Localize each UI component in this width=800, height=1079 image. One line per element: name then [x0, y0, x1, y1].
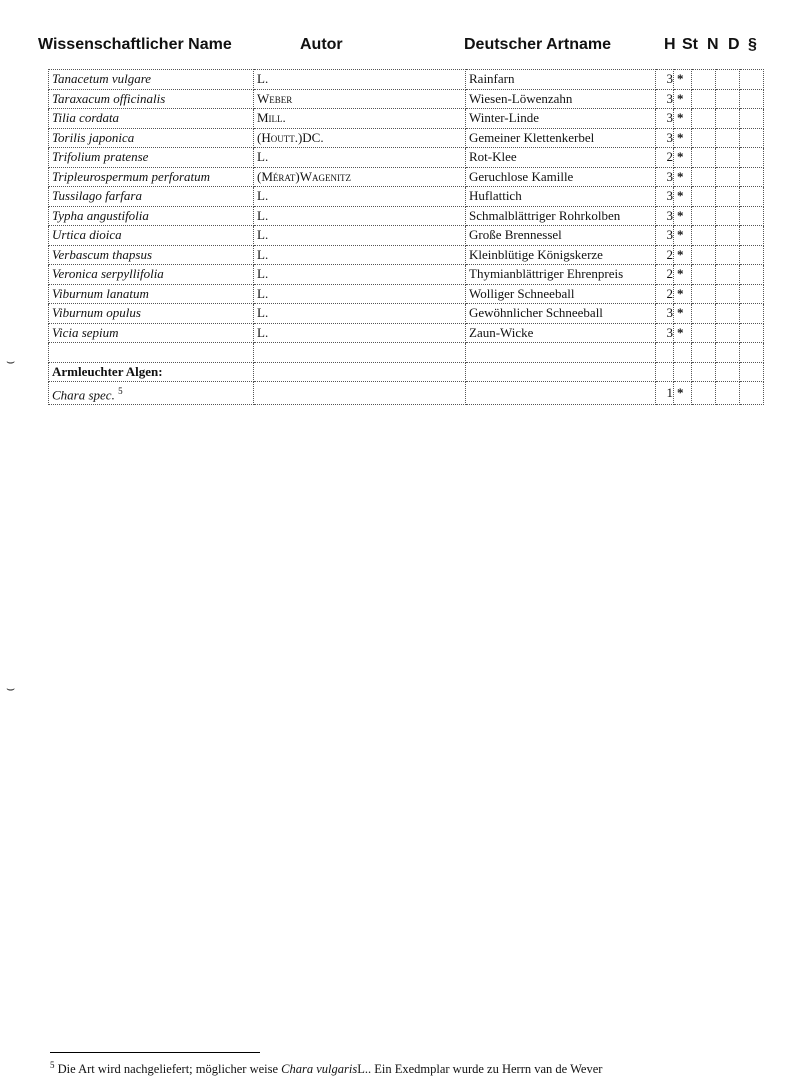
st-value-cell: * — [674, 304, 692, 324]
scientific-name-cell: Trifolium pratense — [49, 148, 254, 168]
table-row — [49, 206, 764, 226]
table-row — [49, 226, 764, 246]
h-value-cell: 2 — [656, 148, 674, 168]
column-header-h: H — [664, 36, 676, 53]
german-name-cell: Große Brennessel — [466, 226, 656, 246]
scientific-name-cell: Verbascum thapsus — [49, 245, 254, 265]
empty-cell — [692, 167, 716, 187]
st-value-cell: * — [674, 70, 692, 90]
h-value-cell: 3 — [656, 167, 674, 187]
empty-cell — [740, 148, 764, 168]
empty-cell — [740, 187, 764, 207]
st-value-cell: * — [674, 148, 692, 168]
blank-row — [49, 343, 764, 363]
h-value-cell: 3 — [656, 304, 674, 324]
empty-cell — [740, 265, 764, 285]
scientific-name-cell: Tilia cordata — [49, 109, 254, 129]
empty-cell — [716, 382, 740, 405]
scientific-name-cell: Tripleurospermum perforatum — [49, 167, 254, 187]
section-heading: Armleuchter Algen: — [49, 362, 254, 382]
st-value-cell: * — [674, 206, 692, 226]
empty-cell — [692, 284, 716, 304]
h-value-cell: 3 — [656, 70, 674, 90]
st-value-cell: * — [674, 167, 692, 187]
st-value-cell: * — [674, 89, 692, 109]
table-row — [49, 323, 764, 343]
empty-cell — [466, 343, 656, 363]
scientific-name-cell: Taraxacum officinalis — [49, 89, 254, 109]
table-row — [49, 382, 764, 405]
author-cell: L. — [254, 187, 466, 207]
species-table — [48, 69, 764, 405]
table-row — [49, 109, 764, 129]
empty-cell — [656, 362, 674, 382]
table-row — [49, 148, 764, 168]
margin-mark: ⌣ — [6, 355, 16, 370]
empty-cell — [740, 70, 764, 90]
german-name-cell: Gewöhnlicher Schneeball — [466, 304, 656, 324]
empty-cell — [716, 362, 740, 382]
empty-cell — [716, 128, 740, 148]
st-value-cell: * — [674, 382, 692, 405]
empty-cell — [716, 70, 740, 90]
footnote-rule — [50, 1052, 260, 1053]
empty-cell — [692, 206, 716, 226]
empty-cell — [740, 284, 764, 304]
table-row — [49, 70, 764, 90]
h-value-cell: 2 — [656, 284, 674, 304]
author-cell: L. — [254, 323, 466, 343]
empty-cell — [716, 265, 740, 285]
german-name-cell: Thymianblättriger Ehrenpreis — [466, 265, 656, 285]
species-name: Chara spec. — [52, 387, 115, 403]
section-heading-row — [49, 362, 764, 382]
empty-cell — [740, 89, 764, 109]
empty-cell — [716, 284, 740, 304]
scientific-name-cell — [49, 382, 254, 405]
st-value-cell: * — [674, 226, 692, 246]
footnote-italic-species: Chara vulgaris — [281, 1062, 358, 1077]
st-value-cell: * — [674, 284, 692, 304]
column-header-st: St — [682, 36, 698, 53]
german-name-cell: Geruchlose Kamille — [466, 167, 656, 187]
scientific-name-cell: Tanacetum vulgare — [49, 70, 254, 90]
column-header-german-name: Deutscher Artname — [464, 36, 612, 53]
h-value-cell: 3 — [656, 128, 674, 148]
scientific-name-cell: Urtica dioica — [49, 226, 254, 246]
empty-cell — [740, 245, 764, 265]
empty-cell — [740, 128, 764, 148]
empty-cell — [716, 245, 740, 265]
empty-cell — [692, 89, 716, 109]
empty-cell — [674, 343, 692, 363]
footnote-text-end: L.. Ein Exedmplar wurde zu Herrn van de Wever — [357, 1062, 603, 1077]
st-value-cell: * — [674, 109, 692, 129]
german-name-cell: Wolliger Schneeball — [466, 284, 656, 304]
empty-cell — [692, 226, 716, 246]
table-row — [49, 89, 764, 109]
german-name-cell: Wiesen-Löwenzahn — [466, 89, 656, 109]
empty-cell — [740, 304, 764, 324]
empty-cell — [692, 382, 716, 405]
author-cell: Mill. — [254, 109, 466, 129]
empty-cell — [740, 109, 764, 129]
scientific-name-cell: Vicia sepium — [49, 323, 254, 343]
author-cell: L. — [254, 304, 466, 324]
empty-cell — [716, 148, 740, 168]
empty-cell — [740, 362, 764, 382]
empty-cell — [692, 187, 716, 207]
german-name-cell: Rainfarn — [466, 70, 656, 90]
footnote-text: Die Art wird nachgeliefert; möglicher weise — [57, 1062, 282, 1077]
st-value-cell: * — [674, 265, 692, 285]
table-row — [49, 245, 764, 265]
column-header-scientific-name: Wissenschaftlicher Name — [38, 36, 232, 53]
h-value-cell: 2 — [656, 245, 674, 265]
author-cell: L. — [254, 206, 466, 226]
empty-cell — [716, 167, 740, 187]
empty-cell — [692, 343, 716, 363]
empty-cell — [692, 70, 716, 90]
scientific-name-cell: Viburnum opulus — [49, 304, 254, 324]
empty-cell — [466, 362, 656, 382]
h-value-cell: 3 — [656, 323, 674, 343]
scientific-name-cell: Veronica serpyllifolia — [49, 265, 254, 285]
empty-cell — [740, 167, 764, 187]
scientific-name-cell: Viburnum lanatum — [49, 284, 254, 304]
footnote-number: 5 — [50, 1060, 55, 1070]
empty-cell — [254, 382, 466, 405]
german-name-cell: Schmalblättriger Rohrkolben — [466, 206, 656, 226]
empty-cell — [716, 226, 740, 246]
author-cell: L. — [254, 245, 466, 265]
empty-cell — [466, 382, 656, 405]
empty-cell — [716, 187, 740, 207]
empty-cell — [740, 206, 764, 226]
h-value-cell: 3 — [656, 187, 674, 207]
h-value-cell: 2 — [656, 265, 674, 285]
empty-cell — [254, 362, 466, 382]
empty-cell — [674, 362, 692, 382]
german-name-cell: Kleinblütige Königskerze — [466, 245, 656, 265]
column-header-d: D — [728, 36, 740, 53]
scientific-name-cell: Torilis japonica — [49, 128, 254, 148]
empty-cell — [692, 148, 716, 168]
author-cell: L. — [254, 148, 466, 168]
empty-cell — [254, 343, 466, 363]
empty-cell — [692, 265, 716, 285]
empty-cell — [656, 343, 674, 363]
empty-cell — [716, 304, 740, 324]
empty-cell — [716, 89, 740, 109]
empty-cell — [740, 323, 764, 343]
column-header-section: § — [748, 36, 757, 53]
empty-cell — [692, 245, 716, 265]
scientific-name-cell: Typha angustifolia — [49, 206, 254, 226]
author-cell: (Houtt.)DC. — [254, 128, 466, 148]
empty-cell — [716, 109, 740, 129]
column-header-n: N — [707, 36, 719, 53]
german-name-cell: Gemeiner Klettenkerbel — [466, 128, 656, 148]
h-value-cell: 3 — [656, 206, 674, 226]
author-cell: (Mérat)Wagenitz — [254, 167, 466, 187]
h-value-cell: 1 — [656, 382, 674, 405]
author-cell: Weber — [254, 89, 466, 109]
empty-cell — [716, 343, 740, 363]
footnote — [50, 1060, 602, 1077]
table-row — [49, 284, 764, 304]
german-name-cell: Zaun-Wicke — [466, 323, 656, 343]
table-row — [49, 128, 764, 148]
column-header-author: Autor — [300, 36, 343, 53]
scientific-name-cell: Tussilago farfara — [49, 187, 254, 207]
empty-cell — [692, 323, 716, 343]
table-row — [49, 304, 764, 324]
st-value-cell: * — [674, 187, 692, 207]
margin-mark: ⌣ — [6, 682, 16, 697]
h-value-cell: 3 — [656, 226, 674, 246]
author-cell: L. — [254, 265, 466, 285]
author-cell: L. — [254, 70, 466, 90]
empty-cell — [716, 206, 740, 226]
st-value-cell: * — [674, 245, 692, 265]
german-name-cell: Winter-Linde — [466, 109, 656, 129]
empty-cell — [740, 226, 764, 246]
empty-cell — [716, 323, 740, 343]
table-row — [49, 265, 764, 285]
h-value-cell: 3 — [656, 89, 674, 109]
author-cell: L. — [254, 284, 466, 304]
german-name-cell: Rot-Klee — [466, 148, 656, 168]
footnote-reference: 5 — [118, 386, 123, 396]
empty-cell — [692, 304, 716, 324]
st-value-cell: * — [674, 323, 692, 343]
author-cell: L. — [254, 226, 466, 246]
empty-cell — [740, 343, 764, 363]
empty-cell — [692, 128, 716, 148]
german-name-cell: Huflattich — [466, 187, 656, 207]
species-table-body — [49, 70, 764, 405]
table-row — [49, 187, 764, 207]
h-value-cell: 3 — [656, 109, 674, 129]
empty-cell — [740, 382, 764, 405]
empty-cell — [692, 109, 716, 129]
empty-cell — [49, 343, 254, 363]
table-row — [49, 167, 764, 187]
empty-cell — [692, 362, 716, 382]
st-value-cell: * — [674, 128, 692, 148]
